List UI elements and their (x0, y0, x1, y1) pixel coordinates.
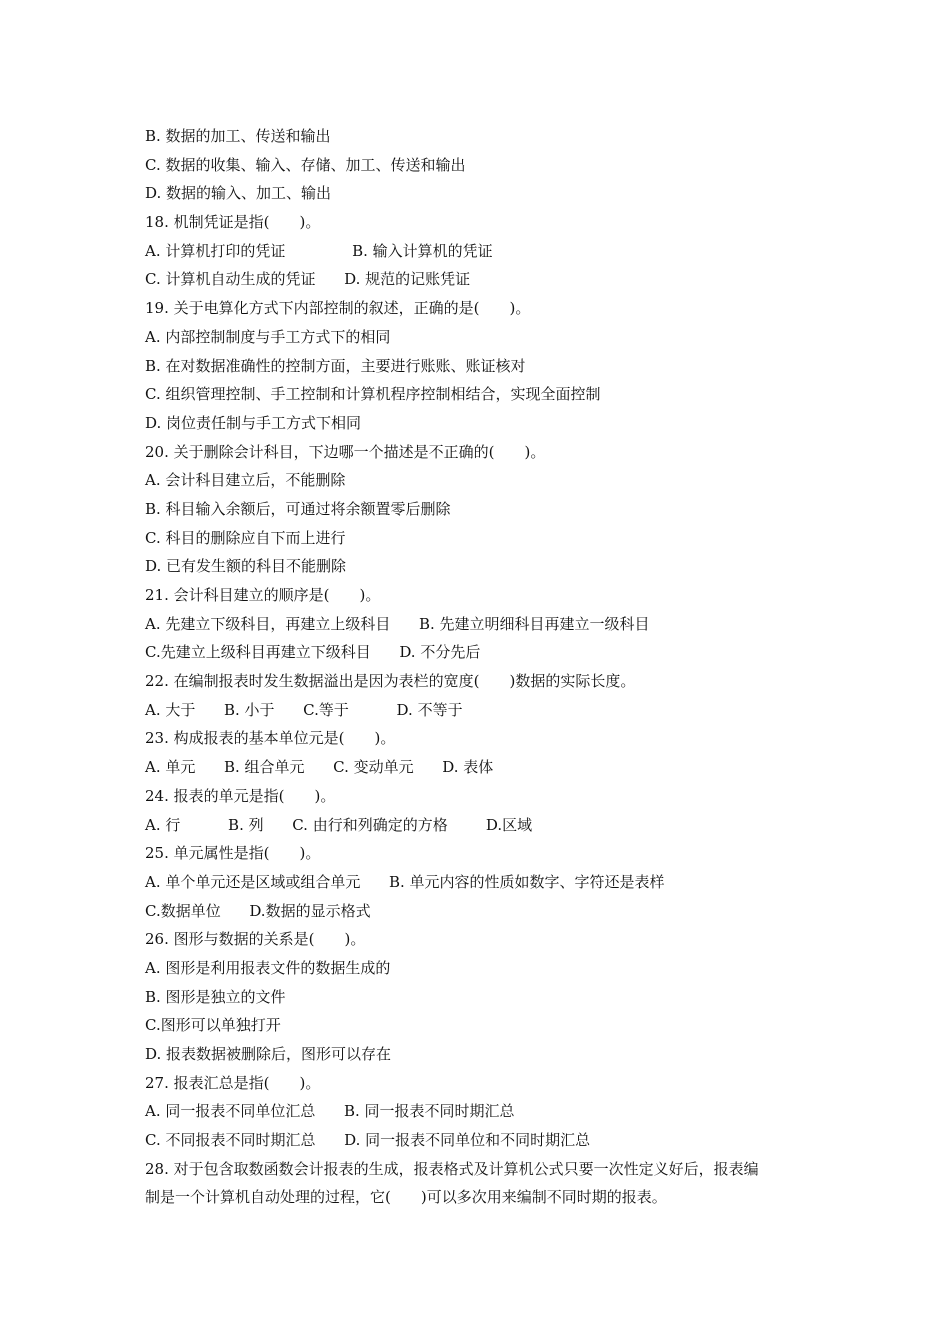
option-19-b: B. 在对数据准确性的控制方面，主要进行账账、账证核对 (145, 356, 526, 375)
option-20-c: C. 科目的删除应自下而上进行 (145, 528, 346, 547)
question-28-line-2: 制是一个计算机自动处理的过程，它( )可以多次用来编制不同时期的报表。 (145, 1188, 667, 1207)
option-26-b: B. 图形是独立的文件 (145, 987, 286, 1006)
option-26-c: C.图形可以单独打开 (145, 1016, 281, 1035)
question-28-line-1: 28. 对于包含取数函数会计报表的生成，报表格式及计算机公式只要一次性定义好后，报表编 (145, 1159, 759, 1178)
options-18-ab: A. 计算机打印的凭证 B. 输入计算机的凭证 (145, 241, 493, 260)
options-23: A. 单元 B. 组合单元 C. 变动单元 D. 表体 (145, 758, 494, 777)
option-20-d: D. 已有发生额的科目不能删除 (145, 557, 347, 576)
options-18-cd: C. 计算机自动生成的凭证 D. 规范的记账凭证 (145, 270, 471, 289)
question-26: 26. 图形与数据的关系是( )。 (145, 930, 366, 949)
option-line-d-17: D. 数据的输入、加工、输出 (145, 184, 332, 203)
option-26-d: D. 报表数据被删除后，图形可以存在 (145, 1045, 392, 1063)
document-page (145, 122, 845, 1212)
question-22: 22. 在编制报表时发生数据溢出是因为表栏的宽度( )数据的实际长度。 (145, 672, 636, 691)
question-20: 20. 关于删除会计科目，下边哪一个描述是不正确的( )。 (145, 442, 546, 461)
option-19-a: A. 内部控制制度与手工方式下的相同 (145, 327, 391, 346)
options-22: A. 大于 B. 小于 C.等于 D. 不等于 (145, 700, 463, 719)
question-24: 24. 报表的单元是指( )。 (145, 786, 336, 805)
option-line-c-17: C. 数据的收集、输入、存储、加工、传送和输出 (145, 155, 466, 174)
question-19: 19. 关于电算化方式下内部控制的叙述，正确的是( )。 (145, 299, 531, 318)
option-20-b: B. 科目输入余额后，可通过将余额置零后删除 (145, 499, 451, 518)
options-27-ab: A. 同一报表不同单位汇总 B. 同一报表不同时期汇总 (145, 1102, 515, 1121)
question-25: 25. 单元属性是指( )。 (145, 844, 321, 863)
question-23: 23. 构成报表的基本单位元是( )。 (145, 729, 396, 748)
option-20-a: A. 会计科目建立后，不能删除 (145, 471, 346, 490)
option-26-a: A. 图形是利用报表文件的数据生成的 (145, 958, 391, 977)
options-27-cd: C. 不同报表不同时期汇总 D. 同一报表不同单位和不同时期汇总 (145, 1131, 591, 1150)
options-24: A. 行 B. 列 C. 由行和列确定的方格 D.区域 (145, 815, 533, 834)
option-19-d: D. 岗位责任制与手工方式下相同 (145, 413, 362, 432)
option-line-b-17: B. 数据的加工、传送和输出 (145, 127, 331, 145)
options-21-cd: C.先建立上级科目再建立下级科目 D. 不分先后 (145, 643, 481, 662)
question-21: 21. 会计科目建立的顺序是( )。 (145, 586, 381, 604)
question-27: 27. 报表汇总是指( )。 (145, 1073, 321, 1092)
options-21-ab: A. 先建立下级科目，再建立上级科目 B. 先建立明细科目再建立一级科目 (145, 614, 650, 633)
options-25-cd: C.数据单位 D.数据的显示格式 (145, 901, 371, 920)
option-19-c: C. 组织管理控制、手工控制和计算机程序控制相结合，实现全面控制 (145, 385, 601, 404)
question-18: 18. 机制凭证是指( )。 (145, 213, 321, 232)
options-25-ab: A. 单个单元还是区域或组合单元 B. 单元内容的性质如数字、字符还是表样 (145, 872, 665, 891)
